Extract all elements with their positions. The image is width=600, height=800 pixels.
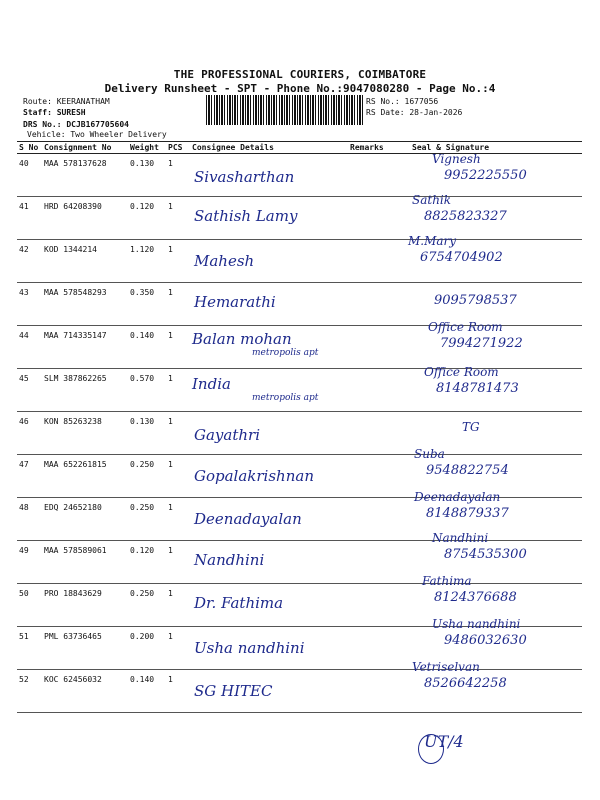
row-consignee [190, 240, 348, 283]
row-consignment-no: KON 85263238 [42, 412, 128, 455]
col-remarks: Remarks [348, 142, 402, 154]
row-consignment-no: KOD 1344214 [42, 240, 128, 283]
row-consignee [190, 455, 348, 498]
row-weight: 0.250 [128, 584, 166, 627]
stamp-text: UT/4 [424, 732, 464, 751]
row-remarks [348, 584, 402, 627]
phone-handwriting: 8825823327 [424, 209, 507, 224]
row-pcs: 1 [166, 670, 190, 713]
row-pcs: 1 [166, 154, 190, 197]
row-consignment-no: KOC 62456032 [42, 670, 128, 713]
table-row [17, 498, 582, 541]
row-remarks [348, 455, 402, 498]
row-sno: 41 [17, 197, 42, 240]
row-remarks [348, 369, 402, 412]
table-header [17, 142, 582, 154]
vehicle-label: Vehicle: Two Wheeler Delivery [27, 130, 167, 139]
phone-handwriting: 8148879337 [426, 506, 509, 521]
consignee-handwriting: Balan mohan [192, 330, 292, 348]
rs-date: RS Date: 28-Jan-2026 [366, 108, 463, 117]
row-pcs: 1 [166, 283, 190, 326]
row-pcs: 1 [166, 326, 190, 369]
row-sno: 48 [17, 498, 42, 541]
drs-number: DRS No.: DCJB167705604 [23, 120, 129, 129]
row-consignee [190, 197, 348, 240]
phone-handwriting: 9095798537 [434, 293, 517, 308]
row-sno: 44 [17, 326, 42, 369]
consignee-handwriting: Sivasharthan [194, 168, 295, 186]
row-consignee [190, 627, 348, 670]
table-row [17, 412, 582, 455]
row-consignment-no: PRO 18843629 [42, 584, 128, 627]
row-sno: 42 [17, 240, 42, 283]
row-pcs: 1 [166, 369, 190, 412]
table-row [17, 670, 582, 713]
row-remarks [348, 283, 402, 326]
consignee-handwriting: Usha nandhini [194, 639, 305, 657]
row-sno: 45 [17, 369, 42, 412]
row-pcs: 1 [166, 455, 190, 498]
row-sno: 52 [17, 670, 42, 713]
staff-label: Staff: SURESH [23, 108, 86, 117]
runsheet-subtitle: Delivery Runsheet - SPT - Phone No.:9047080280 - Page No.:4 [104, 82, 496, 95]
runsheet-table [17, 141, 582, 713]
phone-handwriting: 9952225550 [444, 168, 527, 183]
company-title: THE PROFESSIONAL COURIERS, COIMBATORE [173, 68, 427, 81]
row-weight: 0.140 [128, 326, 166, 369]
row-consignment-no: MAA 578589061 [42, 541, 128, 584]
signature-handwriting: Office Room [424, 365, 499, 379]
table-row [17, 369, 582, 412]
signature-handwriting: Fathima [422, 574, 472, 588]
row-seal-signature [402, 490, 582, 541]
phone-handwriting: 8754535300 [444, 547, 527, 562]
phone-handwriting: 7994271922 [440, 336, 523, 351]
row-sno: 40 [17, 154, 42, 197]
row-weight: 0.250 [128, 498, 166, 541]
row-consignment-no: MAA 578548293 [42, 283, 128, 326]
phone-handwriting: 8124376688 [434, 590, 517, 605]
consignee-handwriting: Deenadayalan [194, 510, 302, 528]
row-sno: 50 [17, 584, 42, 627]
rs-number: RS No.: 1677056 [366, 97, 439, 106]
consignee-handwriting: SG HITEC [194, 682, 273, 700]
table-row [17, 627, 582, 670]
col-seal: Seal & Signature [402, 142, 582, 154]
row-consignee [190, 498, 348, 541]
consignee-address-handwriting: metropolis apt [252, 393, 319, 403]
row-remarks [348, 627, 402, 670]
signature-handwriting: Office Room [428, 320, 503, 334]
row-weight: 0.200 [128, 627, 166, 670]
row-consignee [190, 670, 348, 713]
row-seal-signature [402, 154, 582, 197]
row-consignee [190, 326, 348, 369]
col-weight: Weight [128, 142, 166, 154]
row-consignment-no: PML 63736465 [42, 627, 128, 670]
row-pcs: 1 [166, 498, 190, 541]
row-seal-signature [402, 234, 582, 283]
row-seal-signature [402, 320, 582, 369]
row-consignment-no: EDQ 24652180 [42, 498, 128, 541]
row-consignment-no: MAA 652261815 [42, 455, 128, 498]
signature-handwriting: TG [462, 420, 480, 434]
row-remarks [348, 670, 402, 713]
row-sno: 46 [17, 412, 42, 455]
consignee-handwriting: Sathish Lamy [194, 207, 298, 225]
table-row [17, 541, 582, 584]
table-row [17, 326, 582, 369]
row-consignment-no: SLM 387862265 [42, 369, 128, 412]
col-sno: S No [17, 142, 42, 154]
row-consignee [190, 369, 348, 412]
table-row [17, 154, 582, 197]
phone-handwriting: 9548822754 [426, 463, 509, 478]
row-consignment-no: MAA 578137628 [42, 154, 128, 197]
row-sno: 51 [17, 627, 42, 670]
signature-handwriting: Deenadayalan [414, 490, 501, 504]
row-pcs: 1 [166, 627, 190, 670]
row-weight: 0.350 [128, 283, 166, 326]
row-remarks [348, 154, 402, 197]
phone-handwriting: 6754704902 [420, 250, 503, 265]
consignee-handwriting: Nandhini [194, 551, 265, 569]
phone-handwriting: 8526642258 [424, 676, 507, 691]
row-pcs: 1 [166, 240, 190, 283]
row-sno: 43 [17, 283, 42, 326]
row-weight: 1.120 [128, 240, 166, 283]
row-remarks [348, 412, 402, 455]
handwritten-stamp [414, 728, 478, 764]
row-weight: 0.130 [128, 412, 166, 455]
row-pcs: 1 [166, 197, 190, 240]
barcode [206, 95, 363, 125]
row-seal-signature [402, 365, 582, 412]
row-remarks [348, 326, 402, 369]
row-remarks [348, 240, 402, 283]
row-consignee [190, 154, 348, 197]
row-consignee [190, 412, 348, 455]
row-weight: 0.140 [128, 670, 166, 713]
col-consignee: Consignee Details [190, 142, 348, 154]
row-consignee [190, 584, 348, 627]
consignee-handwriting: Gayathri [194, 426, 260, 444]
consignee-handwriting: Mahesh [194, 252, 255, 270]
row-pcs: 1 [166, 412, 190, 455]
route-label: Route: KEERANATHAM [23, 97, 110, 106]
row-weight: 0.130 [128, 154, 166, 197]
row-remarks [348, 541, 402, 584]
consignee-handwriting: Dr. Fathima [194, 594, 284, 612]
table-row [17, 240, 582, 283]
signature-handwriting: Suba [414, 447, 445, 461]
row-pcs: 1 [166, 584, 190, 627]
phone-handwriting: 8148781473 [436, 381, 519, 396]
row-weight: 0.120 [128, 197, 166, 240]
row-weight: 0.250 [128, 455, 166, 498]
signature-handwriting: Vignesh [432, 152, 481, 166]
consignee-handwriting: India [192, 375, 231, 393]
signature-handwriting: Sathik [412, 193, 452, 207]
consignee-handwriting: Hemarathi [194, 293, 276, 311]
row-pcs: 1 [166, 541, 190, 584]
row-weight: 0.570 [128, 369, 166, 412]
row-consignment-no: HRD 64208390 [42, 197, 128, 240]
row-remarks [348, 197, 402, 240]
consignee-address-handwriting: metropolis apt [252, 348, 319, 358]
row-consignee [190, 541, 348, 584]
row-consignee [190, 283, 348, 326]
row-sno: 49 [17, 541, 42, 584]
col-consignment: Consignment No [42, 142, 128, 154]
signature-handwriting: Usha nandhini [432, 617, 521, 631]
signature-handwriting: Vetriselvan [412, 660, 480, 674]
phone-handwriting: 9486032630 [444, 633, 527, 648]
row-seal-signature [402, 660, 582, 713]
row-remarks [348, 498, 402, 541]
row-weight: 0.120 [128, 541, 166, 584]
row-sno: 47 [17, 455, 42, 498]
signature-handwriting: Nandhini [432, 531, 489, 545]
row-consignment-no: MAA 714335147 [42, 326, 128, 369]
table-row [17, 197, 582, 240]
signature-handwriting: M.Mary [408, 234, 457, 248]
consignee-handwriting: Gopalakrishnan [194, 467, 314, 485]
col-pcs: PCS [166, 142, 190, 154]
